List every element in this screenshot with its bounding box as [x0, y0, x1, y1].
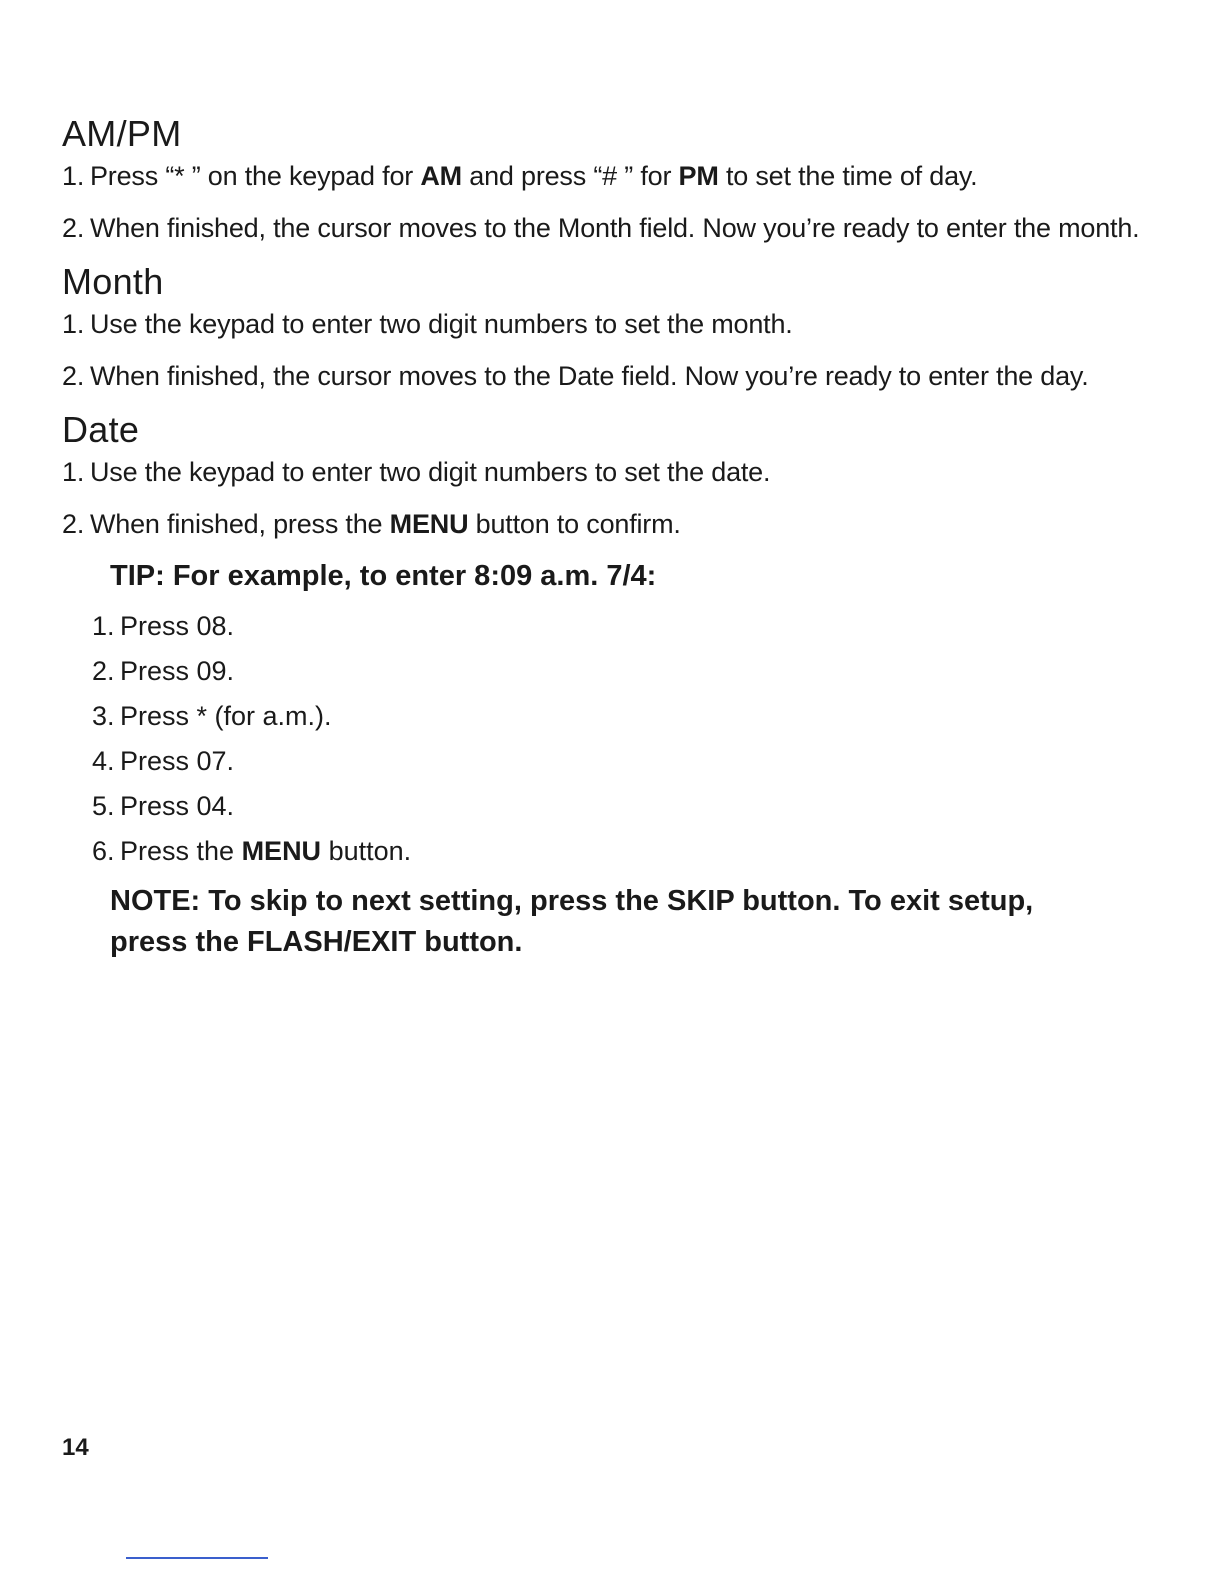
month-step-2: 2. When finished, the cursor moves to the Date field. Now you’re ready to enter the day.: [62, 361, 1089, 391]
tip-step-5: 5. Press 04.: [92, 791, 235, 821]
ampm-step-2: 2. When finished, the cursor moves to the Month field. Now you’re ready to enter the month.: [62, 213, 1140, 243]
page-content: [62, 112, 1162, 963]
section-heading-month: Month: [62, 261, 164, 302]
date-steps: [62, 452, 1162, 544]
section-heading-ampm: AM/PM: [62, 113, 182, 154]
page-number: 14: [62, 1434, 89, 1461]
date-step-2: 2. When finished, press the MENU button to confirm.: [62, 509, 681, 539]
ampm-step-1: 1. Press “* ” on the keypad for AM and press “# ” for PM to set the time of day.: [62, 161, 978, 191]
tip-step-3: 3. Press * (for a.m.).: [92, 701, 332, 731]
ampm-steps: [62, 156, 1162, 248]
tip-step-4: 4. Press 07.: [92, 746, 235, 776]
tip-step-6: 6. Press the MENU button.: [92, 836, 412, 866]
date-step-1: 1. Use the keypad to enter two digit numbers to set the date.: [62, 457, 771, 487]
tip-steps: [92, 606, 1162, 871]
tip-step-1: 1. Press 08.: [92, 611, 235, 641]
menu-keyword: MENU: [389, 509, 469, 539]
pm-keyword: PM: [678, 161, 719, 191]
tip-heading: TIP: For example, to enter 8:09 a.m. 7/4:: [110, 560, 657, 592]
note-text: NOTE: To skip to next setting, press the SKIP button. To exit setup, press the FLASH/EXIT button.: [110, 885, 1034, 958]
month-steps: [62, 304, 1162, 396]
tip-step-2: 2. Press 09.: [92, 656, 235, 686]
menu-keyword: MENU: [241, 836, 322, 866]
am-keyword: AM: [420, 161, 462, 191]
section-heading-date: Date: [62, 409, 140, 450]
month-step-1: 1. Use the keypad to enter two digit numbers to set the month.: [62, 309, 793, 339]
footer-rule: [126, 1557, 268, 1559]
